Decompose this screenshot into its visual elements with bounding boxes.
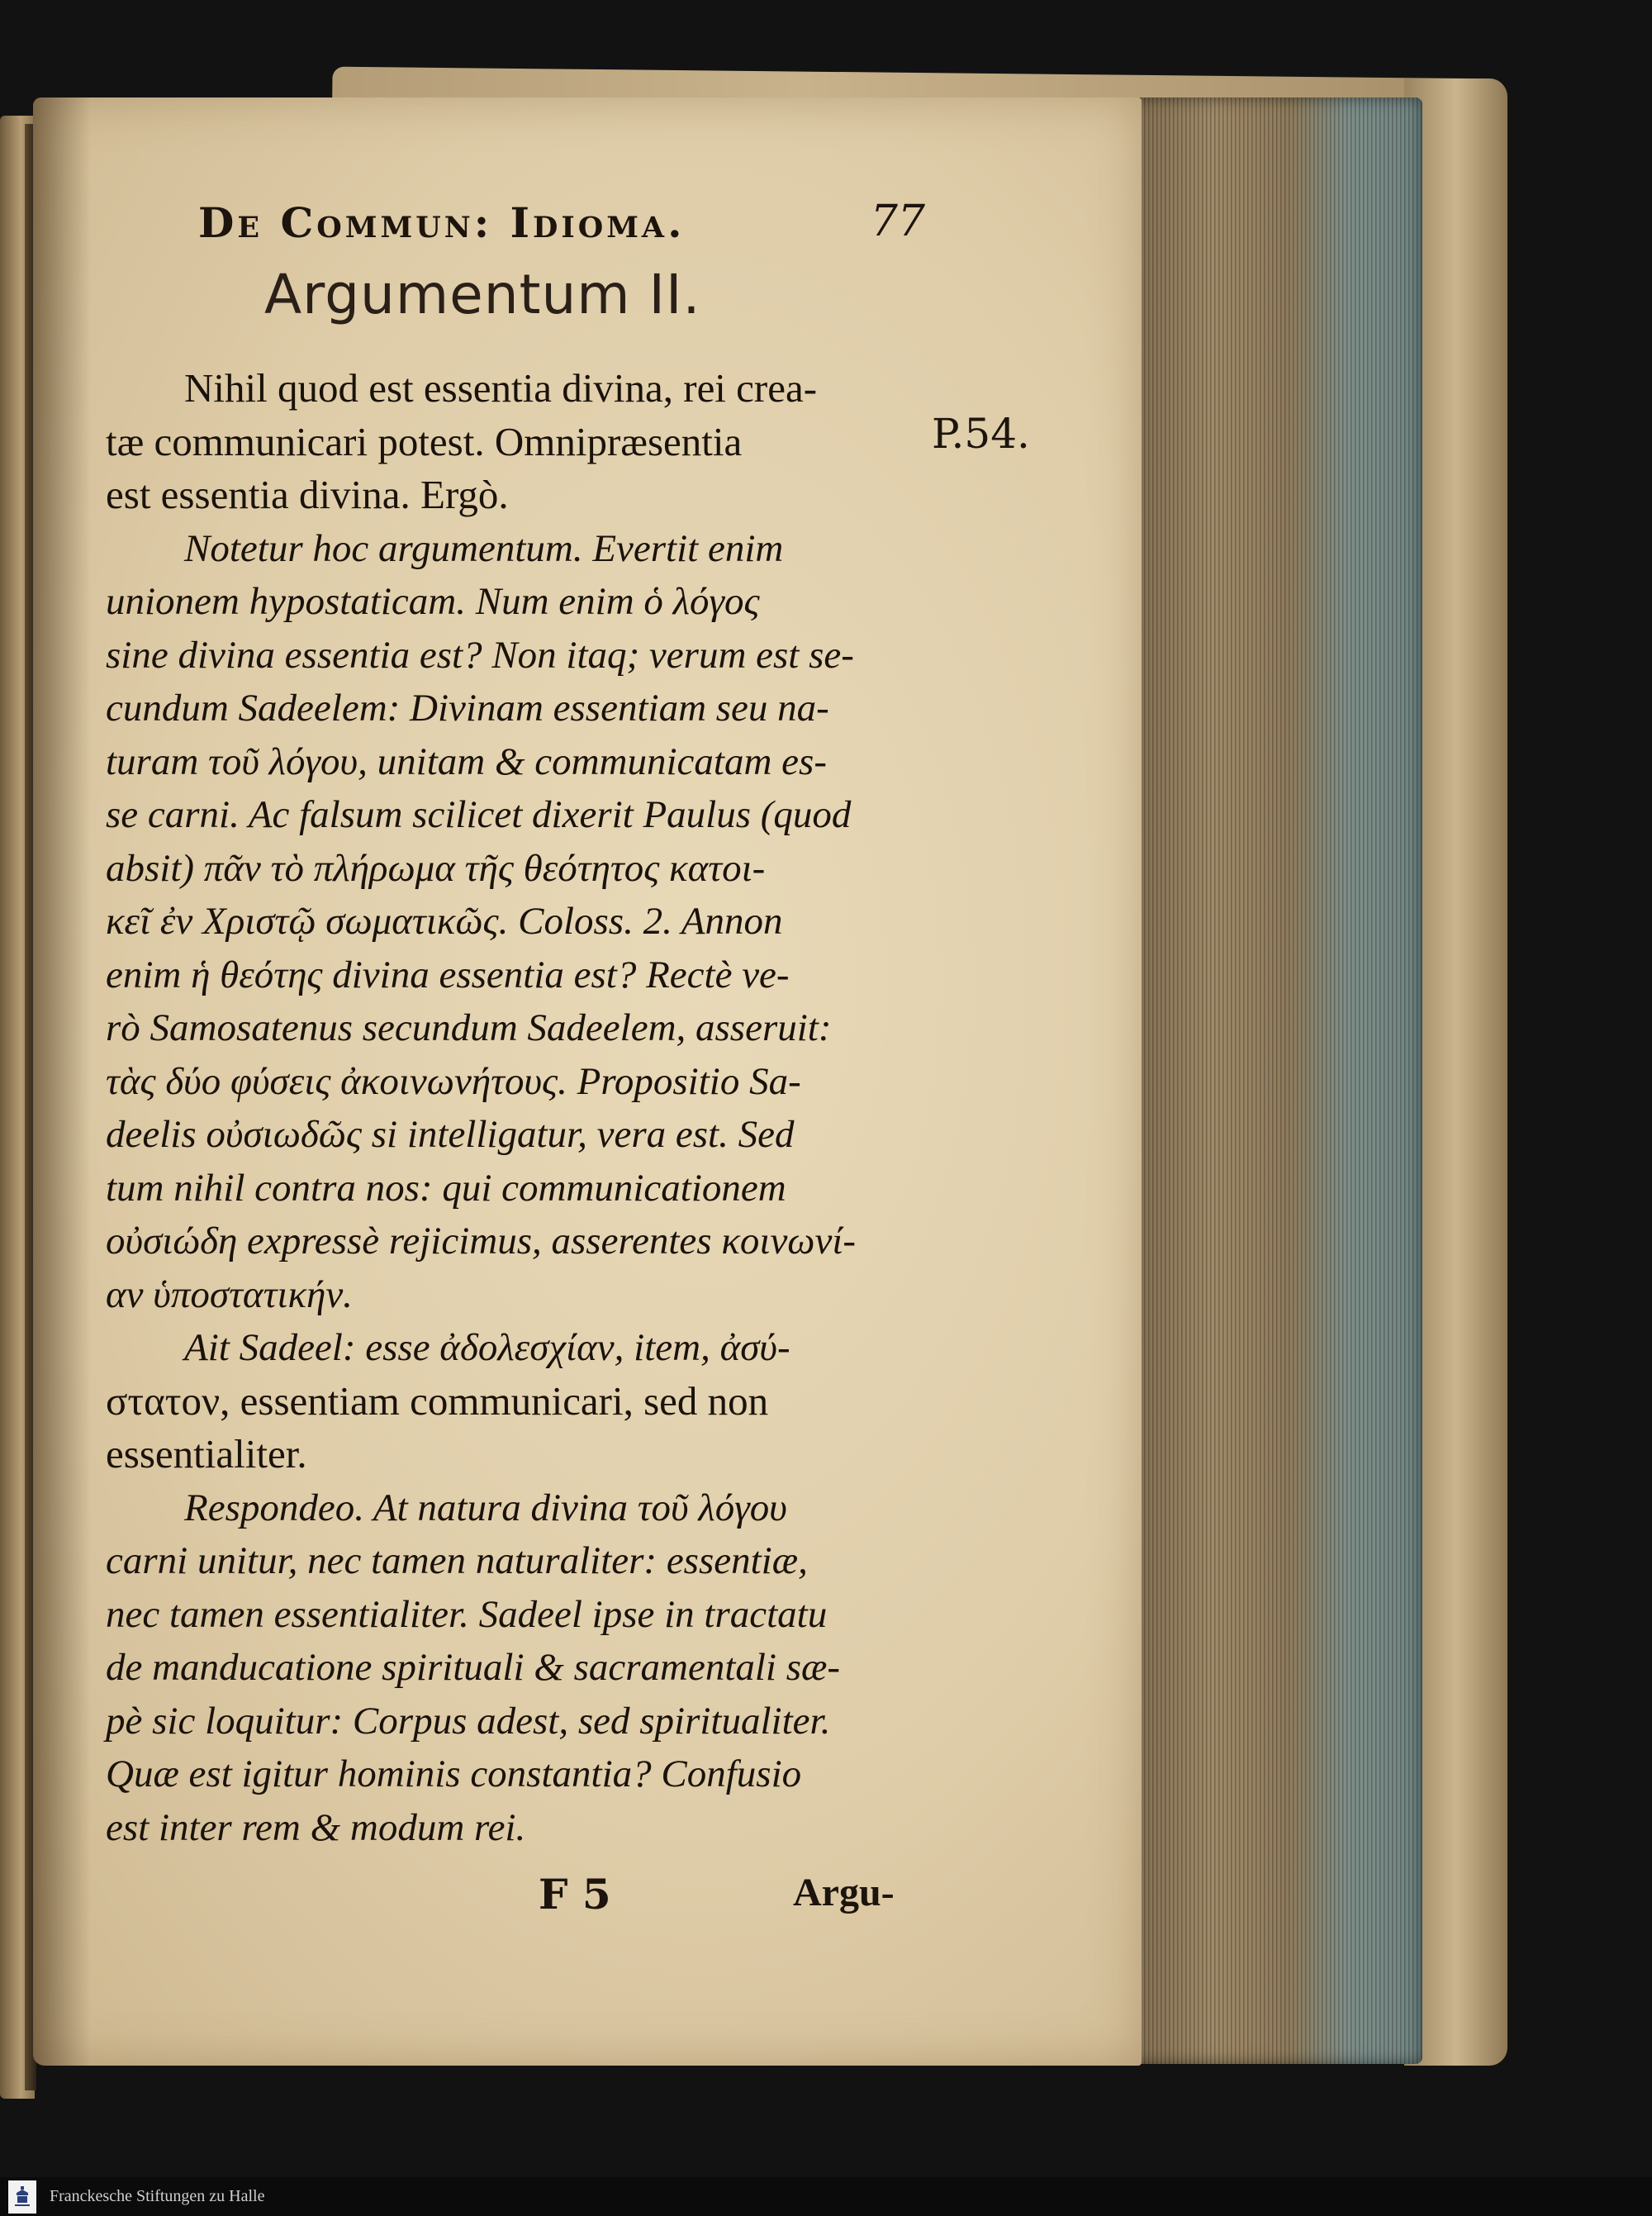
signature-mark: F 5 xyxy=(539,1870,611,1919)
text-line: nec tamen essentialiter. Sadeel ipse in tractatu xyxy=(106,1592,828,1636)
credit-bar xyxy=(0,2177,1652,2216)
body-text xyxy=(106,362,948,1854)
gutter-shadow xyxy=(33,97,91,2066)
text-line: Nihil quod est essentia divina, rei crea- xyxy=(184,365,818,411)
text-line: est essentia divina. Ergò. xyxy=(106,472,509,517)
page-number: 77 xyxy=(870,197,925,246)
text-line: sine divina essentia est? Non itaq; verum est se- xyxy=(106,633,854,677)
text-line: absit) πᾶν τὸ πλήρωμα τῆς θεότητος κατοι- xyxy=(106,846,766,890)
text-line: cundum Sadeelem: Divinam essentiam seu na- xyxy=(106,687,829,730)
text-line: est inter rem & modum rei. xyxy=(106,1805,526,1849)
text-line: αν ὑποστατικήν. xyxy=(106,1272,353,1316)
text-line: pè sic loquitur: Corpus adest, sed spiritualiter. xyxy=(106,1699,831,1743)
printed-page xyxy=(33,97,1142,2066)
catchword: Argu- xyxy=(793,1871,895,1914)
text-line: se carni. Ac falsum scilicet dixerit Paulus (quod xyxy=(106,793,852,836)
running-head xyxy=(198,198,942,256)
text-line: carni unitur, nec tamen naturaliter: essentiæ, xyxy=(106,1539,808,1582)
institution-logo-icon xyxy=(8,2180,36,2214)
text-line: deelis οὐσιωδῶς si intelligatur, vera est. Sed xyxy=(106,1113,795,1156)
text-line: unionem hypostaticam. Num enim ὁ λόγος xyxy=(106,580,760,623)
text-line: essentialiter. xyxy=(106,1431,307,1477)
text-line: στατον, essentiam communicari, sed non xyxy=(106,1377,769,1424)
text-line: Quæ est igitur hominis constantia? Confusio xyxy=(106,1752,802,1795)
section-heading: Argumentum II. xyxy=(264,263,701,326)
text-line: turam τοῦ λόγου, unitam & communicatam es- xyxy=(106,739,827,783)
text-line: Ait Sadeel: esse ἀδολεσχίαν, item, ἀσύ- xyxy=(184,1326,790,1369)
margin-note: P.54. xyxy=(932,410,1030,458)
text-line: tæ communicari potest. Omnipræsentia xyxy=(106,418,743,464)
text-line: Respondeo. At natura divina τοῦ λόγου xyxy=(184,1486,787,1529)
text-line: enim ἡ θεότης divina essentia est? Rectè ve- xyxy=(106,953,790,996)
text-line: οὐσιώδη expressè rejicimus, asserentes κοινωνί- xyxy=(106,1220,857,1263)
text-line: rò Samosatenus secundum Sadeelem, asseruit: xyxy=(106,1006,832,1049)
text-line: de manducatione spirituali & sacramentali sæ- xyxy=(106,1646,841,1689)
text-line: κεῖ ἐν Χριστῷ σωματικῶς. Coloss. 2. Annon xyxy=(106,900,783,943)
page-footer xyxy=(33,1870,1142,1936)
credit-text: Franckesche Stiftungen zu Halle xyxy=(50,2187,265,2205)
text-line: tum nihil contra nos: qui communicationem xyxy=(106,1166,786,1210)
page-fore-edge xyxy=(1123,97,1422,2064)
text-line: Notetur hoc argumentum. Evertit enim xyxy=(184,526,784,570)
running-head-title: De Commun: Idioma. xyxy=(198,198,686,247)
text-line: τὰς δύο φύσεις ἀκοινωνήτους. Propositio Sa- xyxy=(106,1059,801,1103)
